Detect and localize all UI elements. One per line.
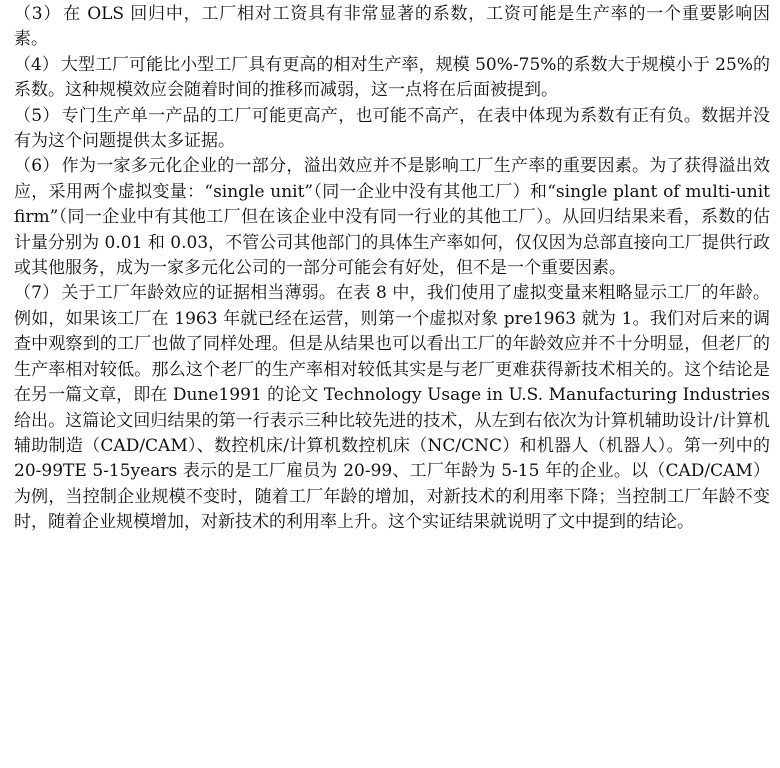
paragraph-text: 作为一家多元化企业的一部分，溢出效应并不是影响工厂生产率的重要因素。为了获得溢出效应，采用两个虚拟变量：“single unit”（同一企业中没有其他工厂）和“single plant of multi-unit firm”（同一企业中有其他工厂但在该企业中没有同一行业的其他工厂）。从回归结果来看，系数的估计量分别为 0.01 和 0.03，不管公司其他部门的具体生产率如何，仅仅因为总部直接向工厂提供行政或其他服务，成为一家多元化公司的一部分可能会有好处，但不是一个重要因素。: [14, 156, 770, 279]
paragraph-label: （5）: [14, 105, 60, 126]
paragraph-text: 大型工厂可能比小型工厂具有更高的相对生产率，规模 50%-75%的系数大于规模小于 25%的系数。这种规模效应会随着时间的推移而减弱，这一点将在后面被提到。: [14, 54, 770, 101]
paragraph-label: （3）: [14, 4, 62, 24]
paragraph-5: [14, 104, 770, 155]
paragraph-label: （6）: [14, 156, 60, 177]
paragraph-text: 在 OLS 回归中，工厂相对工资具有非常显著的系数，工资可能是生产率的一个重要影响因素。: [14, 4, 770, 50]
paragraph-4: [14, 53, 770, 104]
paragraph-6: [14, 154, 770, 281]
paragraph-7: [14, 281, 770, 535]
paragraph-label: （7）: [14, 283, 60, 304]
paragraph-text: 关于工厂年龄效应的证据相当薄弱。在表 8 中，我们使用了虚拟变量来粗略显示工厂的年龄。例如，如果该工厂在 1963 年就已经在运营，则第一个虚拟对象 pre1963 就为 1。我们对后来的调查中观察到的工厂也做了同样处理。但是从结果也可以看出工厂的年龄效应并不十分明显，但老厂的生产率相对较低。那么这个老厂的生产率相对较低其实是与老厂更难获得新技术相关的。这个结论是在另一篇文章，即在 Dune1991 的论文 Technology Usage in U.S. Manufacturing Industries 给出。这篇论文回归结果的第一行表示三种比较先进的技术，从左到右依次为计算机辅助设计/计算机辅助制造（CAD/CAM）、数控机床/计算机数控机床（NC/CNC）和机器人（机器人）。第一列中的 20-99TE 5-15years 表示的是工厂雇员为 20-99、工厂年龄为 5-15 年的企业。以（CAD/CAM）为例，当控制企业规模不变时，随着工厂年龄的增加，对新技术的利用率下降；当控制工厂年龄不变时，随着企业规模增加，对新技术的利用率上升。这个实证结果就说明了文中提到的结论。: [14, 283, 770, 533]
paragraph-text: 专门生产单一产品的工厂可能更高产，也可能不高产，在表中体现为系数有正有负。数据并没有为这个问题提供太多证据。: [14, 105, 770, 152]
paragraph-label: （4）: [14, 54, 59, 75]
paragraph-3: [14, 2, 770, 53]
